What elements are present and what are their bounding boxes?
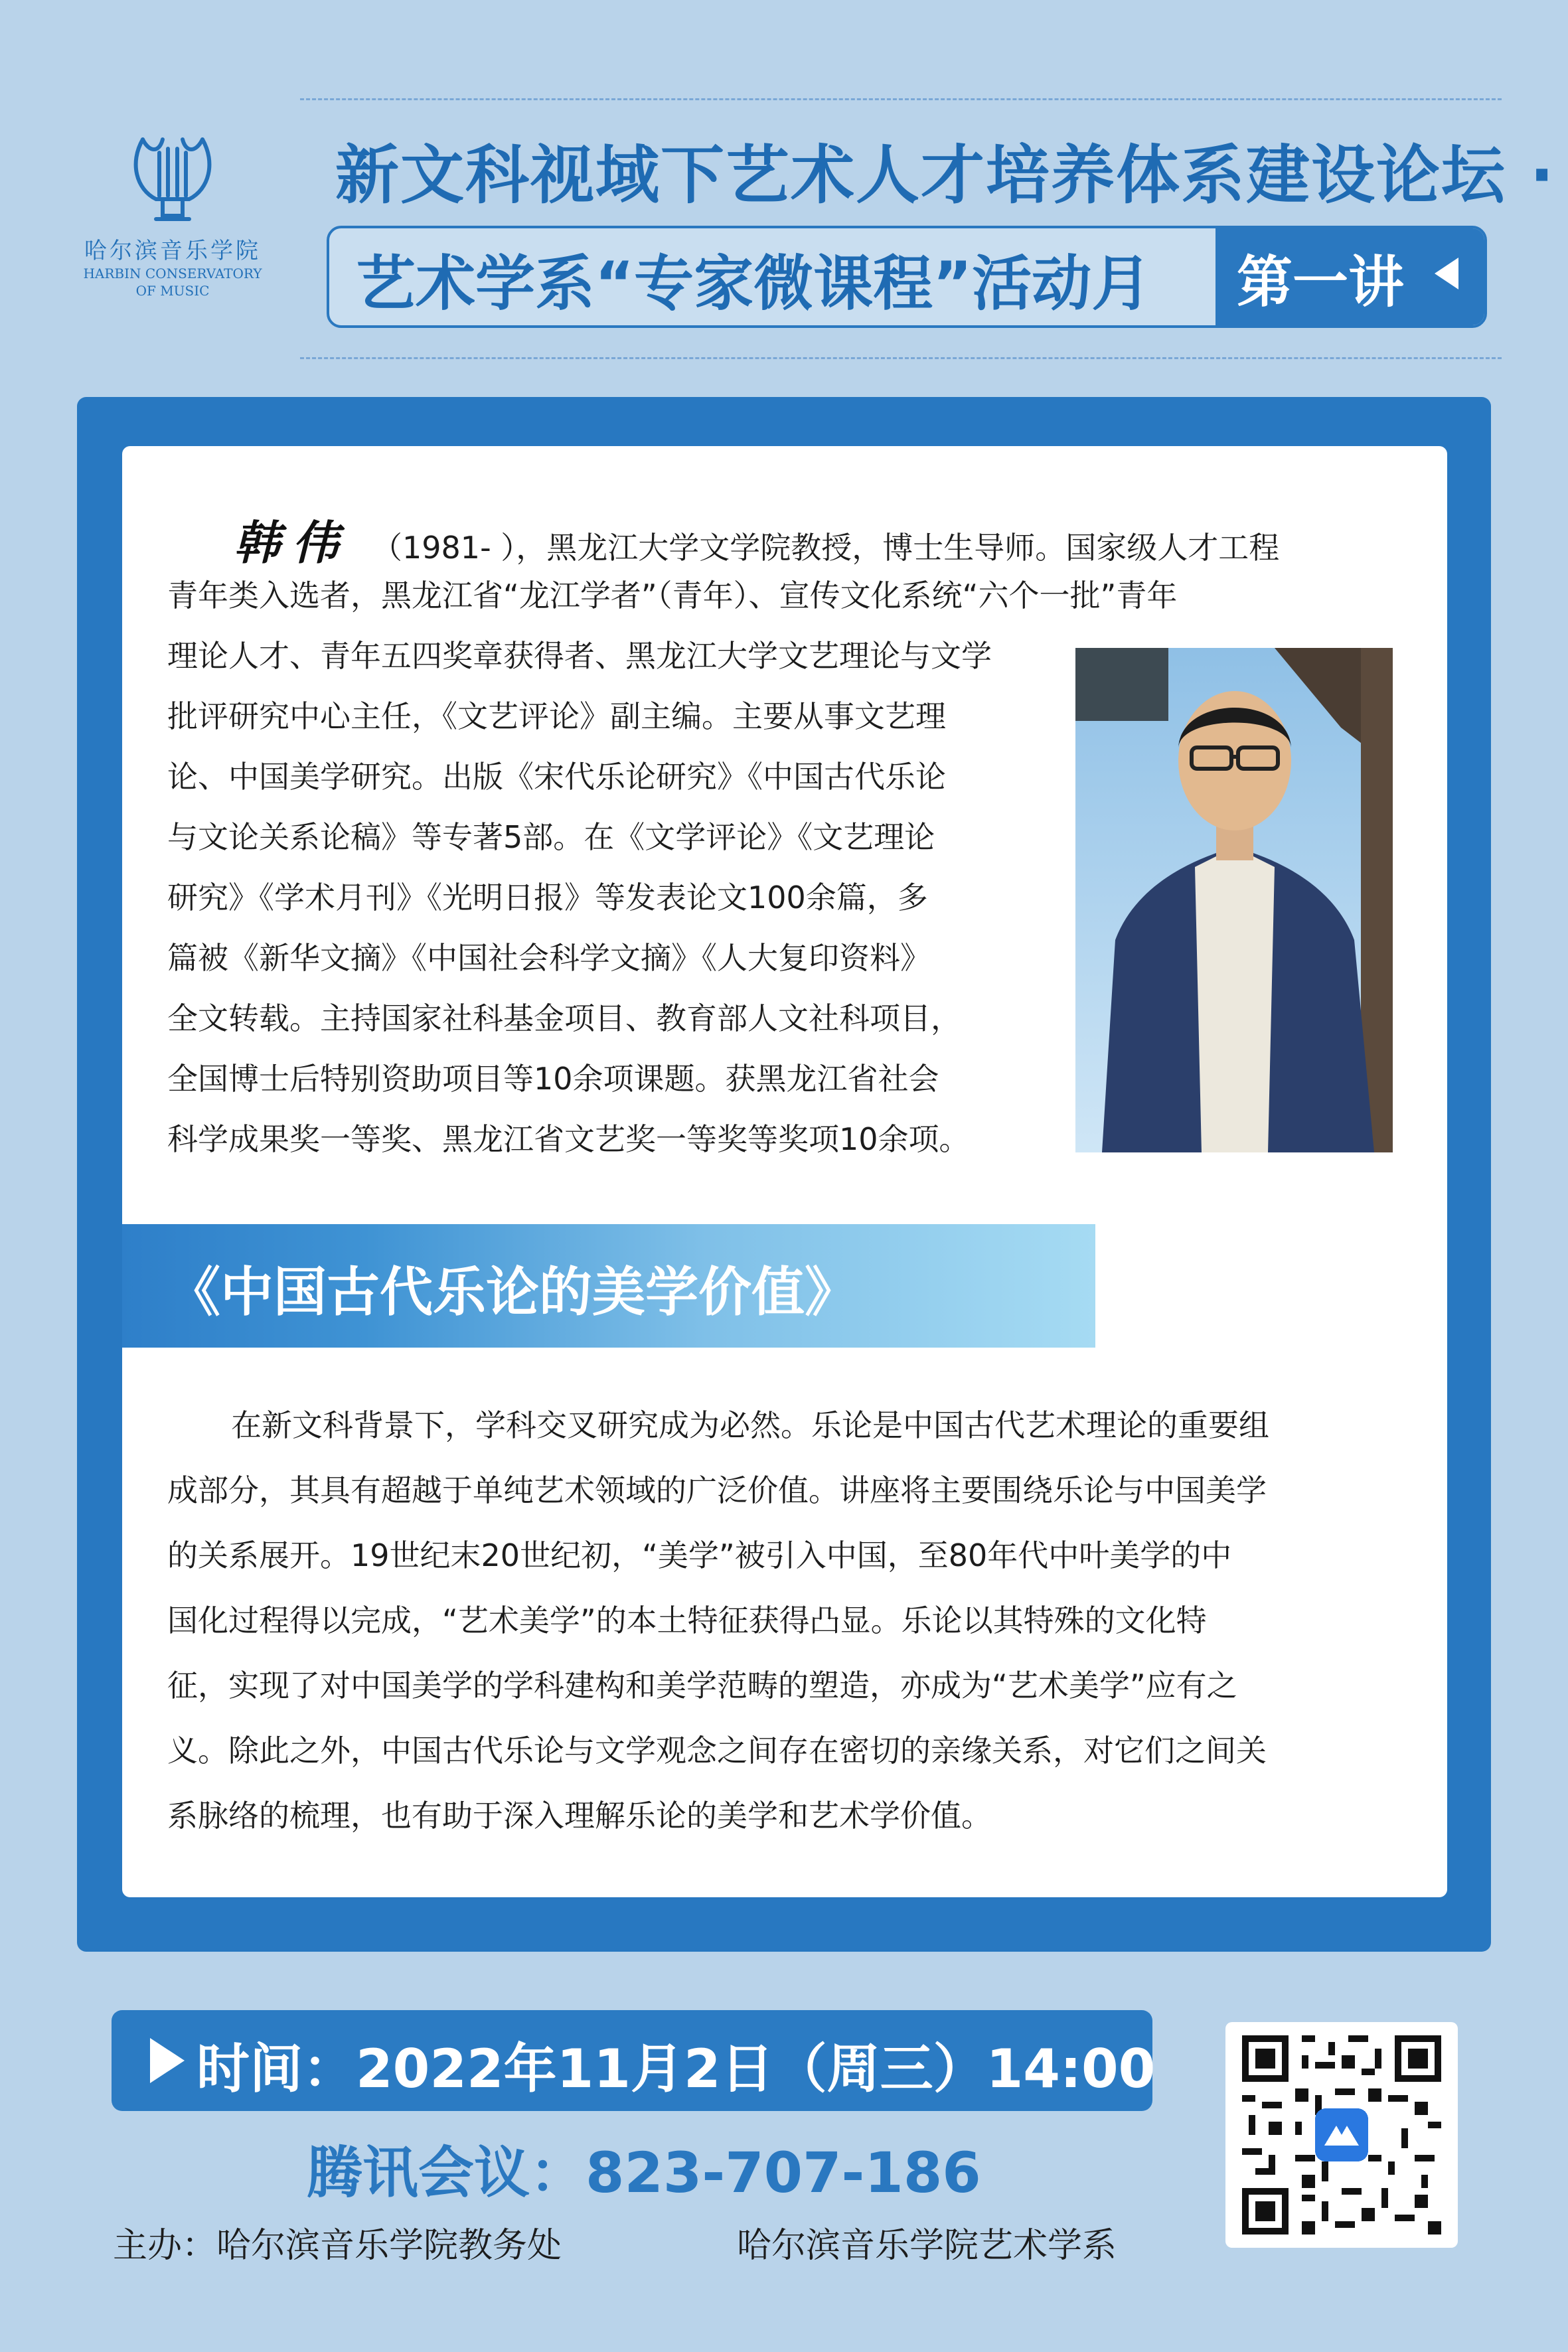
session-tab	[1215, 228, 1484, 325]
activity-title: 艺术学系“专家微课程”活动月	[356, 249, 1152, 319]
qr-code-card[interactable]	[1225, 2022, 1458, 2248]
triangle-left-icon	[1435, 258, 1458, 289]
logo-name-en-1: HARBIN CONSERVATORY	[83, 266, 262, 281]
abstract-line: 成部分，其具有超越于单纯艺术领域的广泛价值。讲座将主要围绕乐论与中国美学	[167, 1472, 1267, 1508]
abstract-line: 系脉络的梳理，也有助于深入理解乐论的美学和艺术学价值。	[167, 1798, 992, 1834]
abstract-line: 国化过程得以完成，“艺术美学”的本土特征获得凸显。乐论以其特殊的文化特	[167, 1603, 1207, 1638]
activity-banner	[327, 226, 1487, 328]
bio-line: 与文论关系论稿》等专著5部。在《文学评论》《文艺理论	[167, 819, 935, 855]
speaker-photo	[1075, 648, 1393, 1152]
header-divider-top	[300, 98, 1502, 100]
lecture-title: 《中国古代乐论的美学价值》	[167, 1261, 858, 1323]
harp-lyre-icon	[123, 126, 222, 226]
abstract-line: 征，实现了对中国美学的学科建构和美学范畴的塑造，亦成为“艺术美学”应有之	[167, 1668, 1237, 1703]
header-divider-bottom	[300, 357, 1502, 359]
bio-line: （1981- ），黑龙江大学文学院教授，博士生导师。国家级人才工程	[372, 530, 1280, 566]
event-time: 时间：2022年11月2日（周三）14:00	[196, 2038, 1156, 2100]
abstract-line: 义。除此之外，中国古代乐论与文学观念之间存在密切的亲缘关系，对它们之间关	[167, 1733, 1267, 1768]
play-triangle-icon	[150, 2038, 185, 2083]
bio-line: 青年类入选者，黑龙江省“龙江学者”（青年）、宣传文化系统“六个一批”青年	[167, 578, 1178, 613]
bio-line: 全文转载。主持国家社科基金项目、教育部人文社科项目，	[167, 1000, 961, 1036]
bio-line: 全国博士后特别资助项目等10余项课题。获黑龙江省社会	[167, 1061, 939, 1097]
host-secondary: 哈尔滨音乐学院艺术学系	[737, 2226, 1117, 2266]
host-primary: 主办：哈尔滨音乐学院教务处	[113, 2226, 562, 2266]
logo-name-cn: 哈尔滨音乐学院	[84, 238, 261, 264]
session-label: 第一讲	[1237, 250, 1405, 315]
qr-code-icon	[1242, 2035, 1441, 2234]
bio-line: 研究》《学术月刊》《光明日报》等发表论文100余篇，多	[167, 880, 928, 915]
abstract-line: 在新文科背景下，学科交叉研究成为必然。乐论是中国古代艺术理论的重要组	[231, 1407, 1269, 1443]
bio-line: 论、中国美学研究。出版《宋代乐论研究》《中国古代乐论	[167, 759, 946, 795]
bio-line: 批评研究中心主任，《文艺评论》副主编。主要从事文艺理	[167, 698, 946, 734]
logo-name-en-2: OF MUSIC	[135, 283, 210, 299]
conservatory-logo	[73, 126, 272, 325]
bio-line: 科学成果奖一等奖、黑龙江省文艺奖一等奖等奖项10余项。	[167, 1121, 970, 1157]
abstract-line: 的关系展开。19世纪末20世纪初，“美学”被引入中国，至80年代中叶美学的中	[167, 1537, 1232, 1573]
meeting-id[interactable]: 腾讯会议：823-707-186	[307, 2140, 981, 2205]
forum-title: 新文科视域下艺术人才培养体系建设论坛 ·	[335, 138, 1555, 212]
bio-line: 理论人才、青年五四奖章获得者、黑龙江大学文艺理论与文学	[167, 638, 992, 674]
speaker-name: 韩伟	[234, 515, 351, 570]
bio-line: 篇被《新华文摘》《中国社会科学文摘》《人大复印资料》	[167, 940, 931, 976]
